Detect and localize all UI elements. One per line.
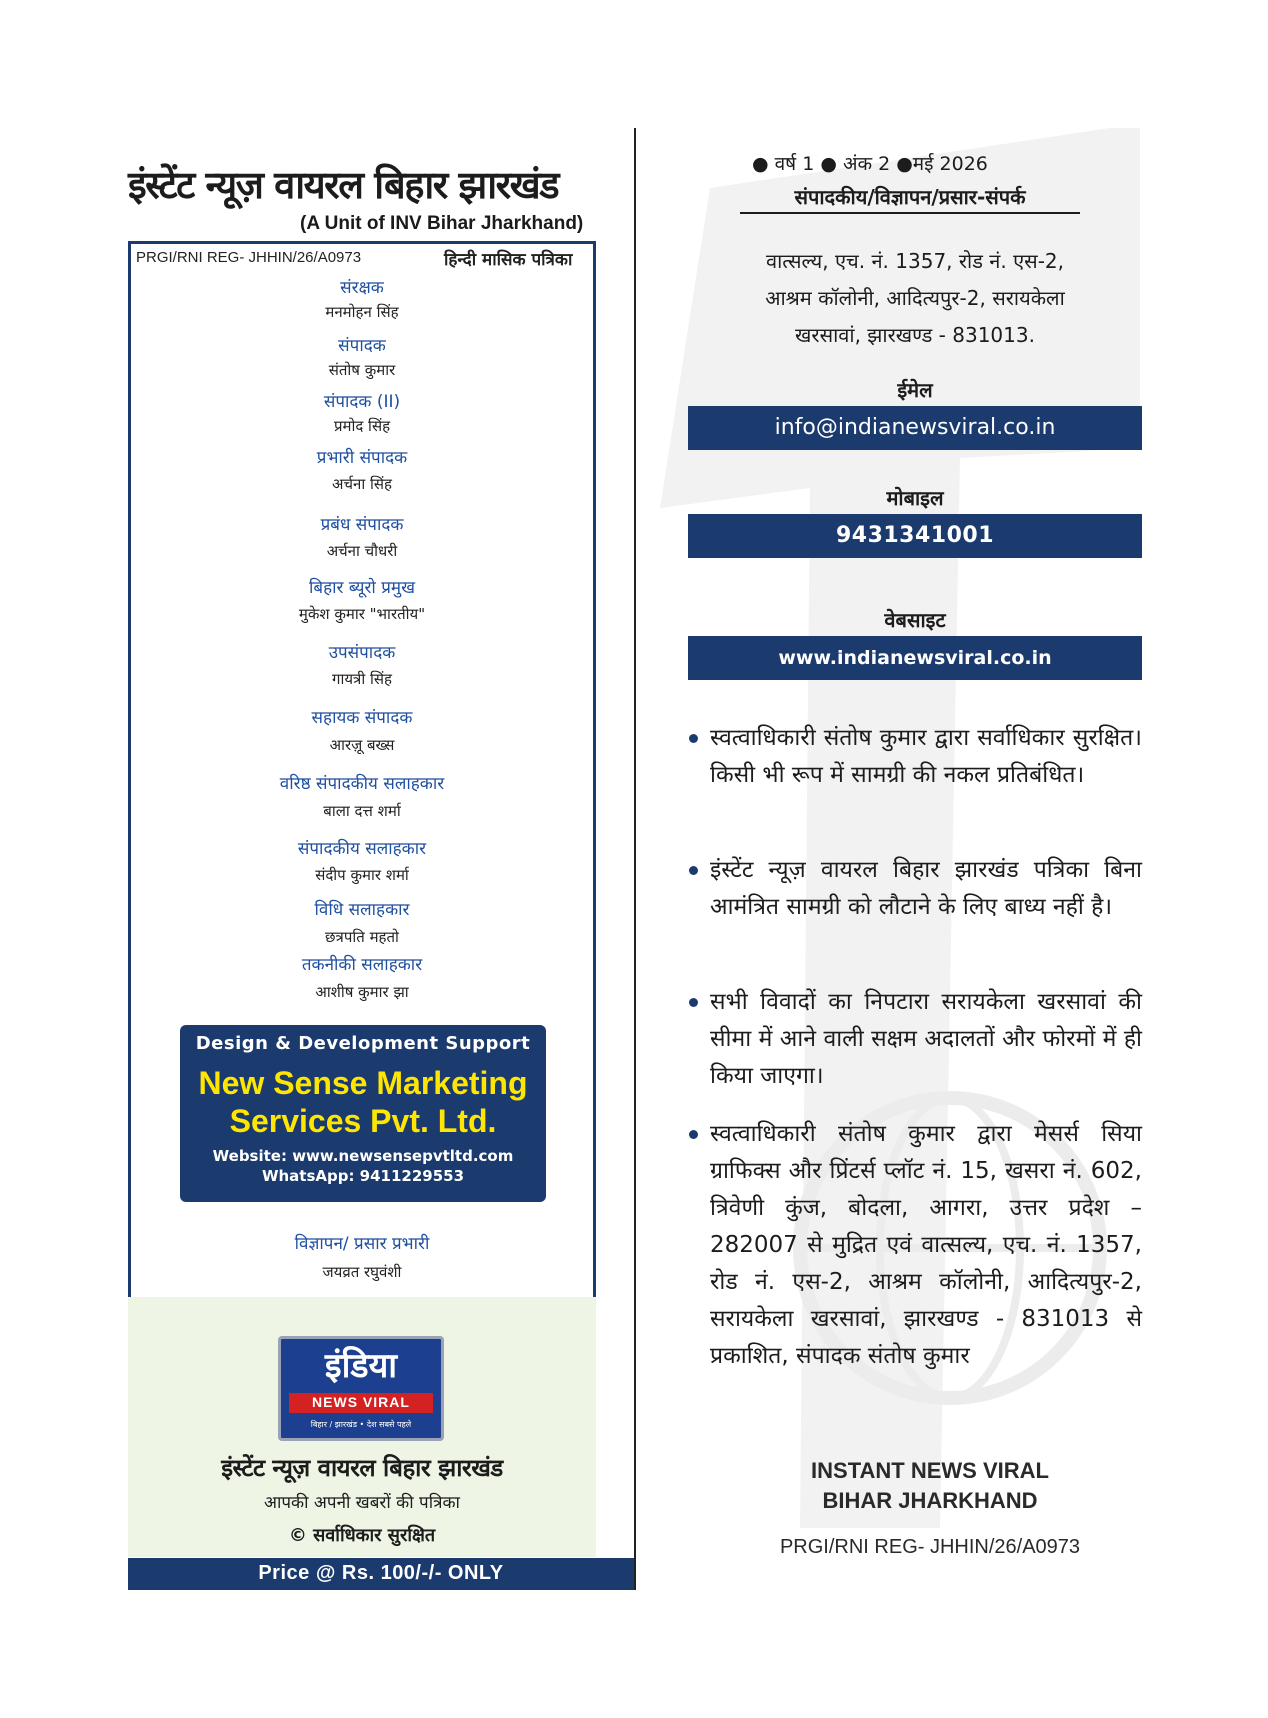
notice-item (690, 984, 1142, 1095)
staff-role: प्रबंध संपादक (320, 515, 404, 535)
staff-role: सहायक संपादक (311, 708, 413, 728)
masthead-unit: (A Unit of INV Bihar Jharkhand) (300, 213, 584, 234)
ad-incharge-role: विज्ञापन/ प्रसार प्रभारी (294, 1234, 430, 1254)
staff-name: प्रमोद सिंह (333, 417, 391, 435)
staff-role: बिहार ब्यूरो प्रमुख (309, 578, 415, 598)
bullet-icon (689, 1130, 698, 1139)
price-bar (128, 1558, 634, 1590)
masthead-title: इंस्टेंट न्यूज़ वायरल बिहार झारखंड (128, 163, 559, 207)
address-line: वात्सल्य, एच. नं. 1357, रोड नं. एस-2, (765, 249, 1064, 273)
notice-text: स्वत्वाधिकारी संतोष कुमार द्वारा मेसर्स सिया ग्राफिक्स और प्रिंटर्स प्लॉट नं. 15, खसरा नं. 602, त्रिवेणी कुंज, बोदला, आगरा, उत्तर प्रदेश – 282007 से मुद्रित एवं वात्सल्य, एच. नं. 1357, रोड नं. एस-2, आश्रम कॉलोनी, आदित्यपुर-2, सरायकेला खरसावां, झारखण्ड - 831013 से प्रकाशित, संपादक संतोष कुमार (710, 1121, 1142, 1369)
address-line: खरसावां, झारखण्ड - 831013. (795, 323, 1035, 347)
registration-number: PRGI/RNI REG- JHHIN/26/A0973 (136, 249, 362, 266)
logo-red-strip (289, 1393, 433, 1413)
design-company-line1: New Sense Marketing (198, 1065, 528, 1101)
issue-info: ● वर्ष 1 ● अंक 2 ●मई 2026 (752, 153, 988, 175)
staff-name: गायत्री सिंह (332, 670, 392, 688)
ad-incharge-name: जयव्रत रघुवंशी (322, 1263, 402, 1281)
footer-registration: PRGI/RNI REG- JHHIN/26/A0973 (779, 1536, 1081, 1558)
email-label: ईमेल (897, 378, 933, 402)
website-bar (688, 636, 1142, 680)
staff-role: संपादक (338, 336, 386, 356)
publication-type: हिन्दी मासिक पत्रिका (444, 250, 573, 270)
notice-text: इंस्टेंट न्यूज़ वायरल बिहार झारखंड पत्रिका बिना आमंत्रित सामग्री को लौटाने के लिए बाध्य नहीं है। (710, 857, 1142, 920)
design-website: Website: www.newsensepvtltd.com (212, 1147, 514, 1165)
staff-role: वरिष्ठ संपादकीय सलाहकार (279, 774, 445, 794)
footer-line2: BIHAR JHARKHAND (822, 1488, 1038, 1513)
design-support-heading: Design & Development Support (195, 1033, 531, 1054)
column-divider (634, 128, 636, 1590)
mobile-bar (688, 514, 1142, 558)
website-label: वेबसाइट (884, 608, 946, 632)
bullet-icon (689, 734, 698, 743)
notice-item (690, 1116, 1142, 1375)
bullet-icon (689, 998, 698, 1007)
staff-name: मुकेश कुमार "भारतीय" (298, 605, 426, 623)
staff-role: उपसंपादक (328, 643, 396, 663)
staff-role: विधि सलाहकार (314, 900, 410, 920)
notice-text: सभी विवादों का निपटारा सरायकेला खरसावां की सीमा में आने वाली सक्षम अदालतों और फोरमों में ही किया जाएगा। (710, 989, 1142, 1089)
bullet-icon (689, 866, 698, 875)
staff-name: आरज़ू बख्स (329, 736, 395, 754)
contact-heading: संपादकीय/विज्ञापन/प्रसार-संपर्क (740, 183, 1080, 214)
staff-name: मनमोहन सिंह (325, 303, 399, 321)
copyright-note: © सर्वाधिकार सुरक्षित (288, 1525, 436, 1546)
address-line: आश्रम कॉलोनी, आदित्यपुर-2, सरायकेला (765, 286, 1065, 310)
design-support-box (180, 1025, 546, 1202)
logo-hindi-text: इंडिया (324, 1346, 398, 1386)
notice-text: स्वत्वाधिकारी संतोष कुमार द्वारा सर्वाधिकार सुरक्षित। किसी भी रूप में सामग्री की नकल प्रतिबंधित। (710, 725, 1142, 788)
staff-role: प्रभारी संपादक (316, 448, 408, 468)
logo-small-text: बिहार / झारखंड • देश सबसे पहले (310, 1420, 412, 1429)
website-value[interactable]: www.indianewsviral.co.in (778, 647, 1052, 669)
staff-name: अर्चना चौधरी (326, 542, 398, 560)
staff-role: संरक्षक (340, 278, 384, 298)
brand-tagline: आपकी अपनी खबरों की पत्रिका (264, 1493, 460, 1513)
staff-role: तकनीकी सलाहकार (301, 955, 423, 975)
design-whatsapp: WhatsApp: 9411229553 (261, 1167, 465, 1185)
footer-line1: INSTANT NEWS VIRAL (811, 1458, 1049, 1483)
brand-title: इंस्टेंट न्यूज़ वायरल बिहार झारखंड (221, 1454, 503, 1482)
staff-role: संपादकीय सलाहकार (297, 839, 427, 859)
footer-title (740, 1456, 1120, 1516)
staff-role: संपादक (II) (323, 392, 401, 412)
notice-item (690, 852, 1142, 926)
staff-name: आशीष कुमार झा (315, 983, 409, 1001)
price-text: Price @ Rs. 100/-/- ONLY (258, 1562, 504, 1584)
india-news-viral-logo (278, 1336, 444, 1441)
email-value[interactable]: info@indianewsviral.co.in (774, 415, 1056, 440)
staff-name: संतोष कुमार (328, 361, 396, 379)
staff-name: छत्रपति महतो (325, 928, 399, 946)
mobile-label: मोबाइल (886, 486, 944, 510)
email-bar (688, 406, 1142, 450)
staff-name: संदीप कुमार शर्मा (315, 866, 409, 884)
logo-strip-text: NEWS VIRAL (312, 1394, 410, 1410)
design-company-line2: Services Pvt. Ltd. (229, 1103, 497, 1139)
mobile-value[interactable]: 9431341001 (835, 523, 995, 548)
notice-item (690, 720, 1142, 794)
staff-name: अर्चना सिंह (332, 475, 392, 493)
staff-name: बाला दत्त शर्मा (323, 802, 401, 820)
